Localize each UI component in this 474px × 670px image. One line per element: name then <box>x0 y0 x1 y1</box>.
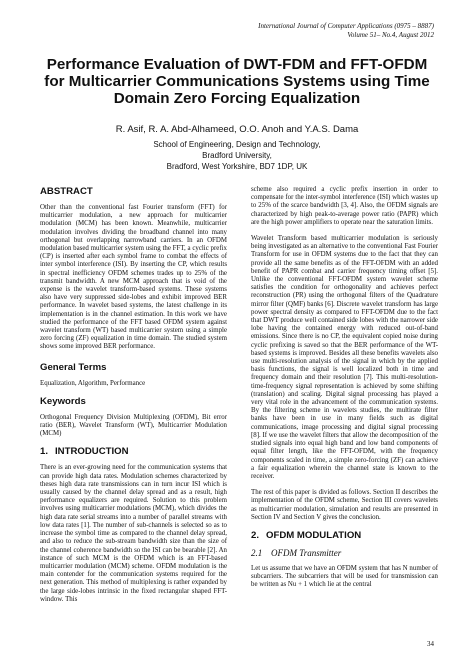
right-paragraph-2: Wavelet Transform based multicarrier modulation is seriously being investigated as an alternative to the conventional Fast Fourier Transform for use in OFDM systems due to the fact that they can provide all the same benefits as of the FFT-OFDM with an added benefit of PAPR combat and carrier frequency timing offset [5]. Unlike the conventional FFT-OFDM system wavelet scheme satisfies the condition for orthogonality and achieves perfect reconstruction (PR) using the orthogonal filters of the Quadrature mirror filter (QMF) banks [6]. Discrete wavelet transform has large power spectral density as compared to FFT-OFDM due to the fact that DWT produce well contained side lobes with the narrower side lobe having the contained energy with reduced out-of-band emissions. Since there is no CP, the equivalent copied noise during cyclic prefixing is saved so that the BER performance of the WT-based systems is improved. Besides all these benefits wavelets also use multi-resolution analysis of the signal in which by the applied basis functions, the signal is well localized both in time and frequency domain and their resolution [7]. This multi-resolution- time-frequency signal representation is achieved by some shifting (translation) and scaling. Digital signal processing has played a very vital role in the advancement of the communication systems. By the filtering scheme in wavelets studies, the multirate filter banks have been in use in many fields such as digital communications, image processing and digital signal processing [8]. If we use the wavelet filters that allow the decomposition of the studied signals into equal high band and low band components of equal filter length, like the FFT-OFDM, with the frequency components scaled in time, a simple zero-forcing (ZF) can achieve a fair equalization wherein the channel state is known to the receiver. <box>251 235 438 480</box>
introduction-text: There is an ever-growing need for the communication systems that can provide high data rates. Modulation schemes characterized by theses high data rate transmissions can in turn incur ISI which is usually caused by the channel delay spread and as a result, high performance equalizers are required. Solution to this problem involves using multicarrier modulations (MCM), which divides the high data rate serial streams into a number of parallel streams with low data rates [1]. The number of sub-channels is selected so as to increase the symbol time as compared to the channel delay spread, and also to reduce the sub-stream bandwidth size than the size of the channel coherence bandwidth so the ISI can be bearable [2]. An instance of such MCM is the OFDM which is an FFT-based multicarrier modulation (MCM) scheme. OFDM modulation is the main contender for the communication systems required for the next generation. This method of multiplexing is rather expanded by the large side-lobes intrinsic in the fixed rectangular shaped FFT-window. This <box>40 464 227 603</box>
affiliation-address: Bradford, West Yorkshire, BD7 1DP, UK <box>166 162 308 171</box>
journal-name: International Journal of Computer Applications (0975 – 8887) <box>258 22 434 30</box>
paper-title: Performance Evaluation of DWT-FDM and FFT-OFDM for Multicarrier Communications Systems using Time Domain Zero Forcing Equalization <box>44 56 430 107</box>
right-paragraph-1: scheme also required a cyclic prefix insertion in order to compensate for the inter-symbol interference (ISI) which wastes up to 25% of the scarce bandwidth [3, 4]. Also, the OFDM signals are characterized by high peak-to-average power ratio (PAPR) which are the high power amplifiers to operate near the saturation limits. <box>251 186 438 226</box>
subsection-number: 2.1 <box>251 547 263 558</box>
section-title: OFDM MODULATION <box>266 529 362 541</box>
general-terms-heading: General Terms <box>40 361 107 373</box>
journal-header <box>258 22 434 40</box>
introduction-heading <box>40 446 227 457</box>
ofdm-transmitter-heading <box>251 548 438 559</box>
right-paragraph-4: Let us assume that we have an OFDM system that has N number of subcarriers. The subcarriers that will be used for transmission can be written as Nu + 1 which lie at the central <box>251 564 438 589</box>
right-paragraph-3: The rest of this paper is divided as follows. Section II describes the implementation of the OFDM scheme, Section III covers wavelets as multicarrier modulation, simulation and results are presented in Section IV and Section V gives the conclusion. <box>251 489 438 521</box>
general-terms-text: Equalization, Algorithm, Performance <box>40 379 146 387</box>
affiliation-school: School of Engineering, Design and Technology, <box>153 140 321 149</box>
subsection-title: OFDM Transmitter <box>271 547 342 558</box>
journal-volume: Volume 51– No.4, August 2012 <box>347 31 434 39</box>
keywords-text: Orthogonal Frequency Division Multiplexing (OFDM), Bit error ratio (BER), Wavelet Transform (WT), Multicarrier Modulation (MCM) <box>40 413 227 438</box>
abstract-heading: ABSTRACT <box>40 186 93 197</box>
section-number: 2. <box>251 529 260 541</box>
authors: R. Asif, R. A. Abd-Alhameed, O.O. Anoh and Y.A.S. Dama <box>115 124 359 135</box>
ofdm-modulation-heading <box>251 530 438 541</box>
keywords-heading: Keywords <box>40 395 86 407</box>
right-column <box>251 186 438 598</box>
section-number: 1. <box>40 446 49 458</box>
section-title: INTRODUCTION <box>55 446 129 458</box>
abstract-text: Other than the conventional fast Fourier transform (FFT) for multicarrier modulation, a new approach for multicarrier modulation (MCM) has been known. Meanwhile, multicarrier modulation involves dividing the broadband channel into many orthogonal but overlapping narrowband carriers. In an OFDM modulation based multicarrier system using the FFT, a cyclic prefix (CP) is inserted after each symbol frame to combat the effects of inter symbol interference (ISI). By inserting the CP, which results in spectral inefficiency OFDM schemes trades up to 25% of the transmit bandwidth. A new MCM approach that is void of the expense is the wavelet transform-based systems. These systems also have very suppressed side-lobes and exhibit improved BER performance. In wavelet based systems, the latest challenge in its implementation is in the channel estimation. In this work we have studied the performance of the FFT based OFDM system against wavelet transform (WT) based multicarrier system using a simple zero forcing (ZF) equalization in time domain. The studied system shows some improved BER performance. <box>40 204 227 351</box>
affiliation-university: Bradford University, <box>202 151 272 160</box>
page-number: 34 <box>427 640 434 648</box>
left-column <box>40 186 227 612</box>
